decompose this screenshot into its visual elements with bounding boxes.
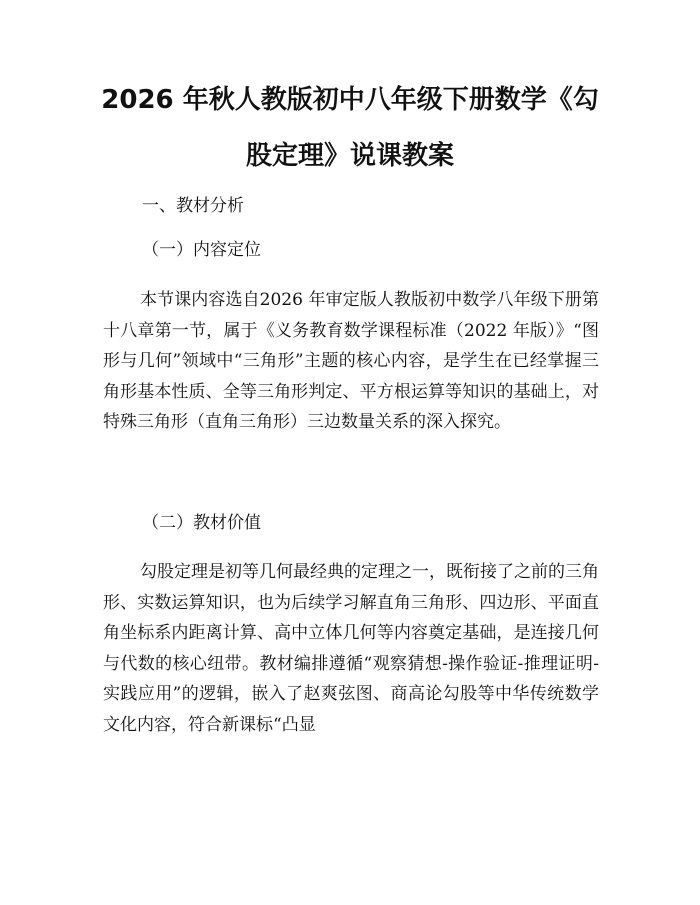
subsection-heading-content-positioning: （一）内容定位 bbox=[142, 240, 261, 260]
paragraph-content-positioning: 本节课内容选自2026 年审定版人教版初中数学八年级下册第十八章第一节，属于《义务教育数学课程标准（2022 年版）》“图形与几何”领域中“三角形”主题的核心内容，是学生在已经掌握三角形基本性质、全等三角形判定、平方根运算等知识的基础上，对特殊三角形（直角三角形）三边数量关系的深入探究。 bbox=[103, 290, 599, 433]
subsection-heading-material-value: （二）教材价值 bbox=[142, 513, 261, 533]
paragraph-material-value: 勾股定理是初等几何最经典的定理之一，既衔接了之前的三角形、实数运算知识，也为后续学习解直角三角形、四边形、平面直角坐标系内距离计算、高中立体几何等内容奠定基础，是连接几何与代数的核心纽带。教材编排遵循“观察猜想-操作验证-推理证明-实践应用”的逻辑，嵌入了赵爽弦图、商高论勾股等中华传统数学文化内容，符合新课标“凸显 bbox=[103, 562, 599, 735]
document-title: 2026 年秋人教版初中八年级下册数学《勾股定理》说课教案 bbox=[101, 85, 599, 171]
section-heading-teaching-material-analysis: 一、教材分析 bbox=[142, 196, 244, 216]
